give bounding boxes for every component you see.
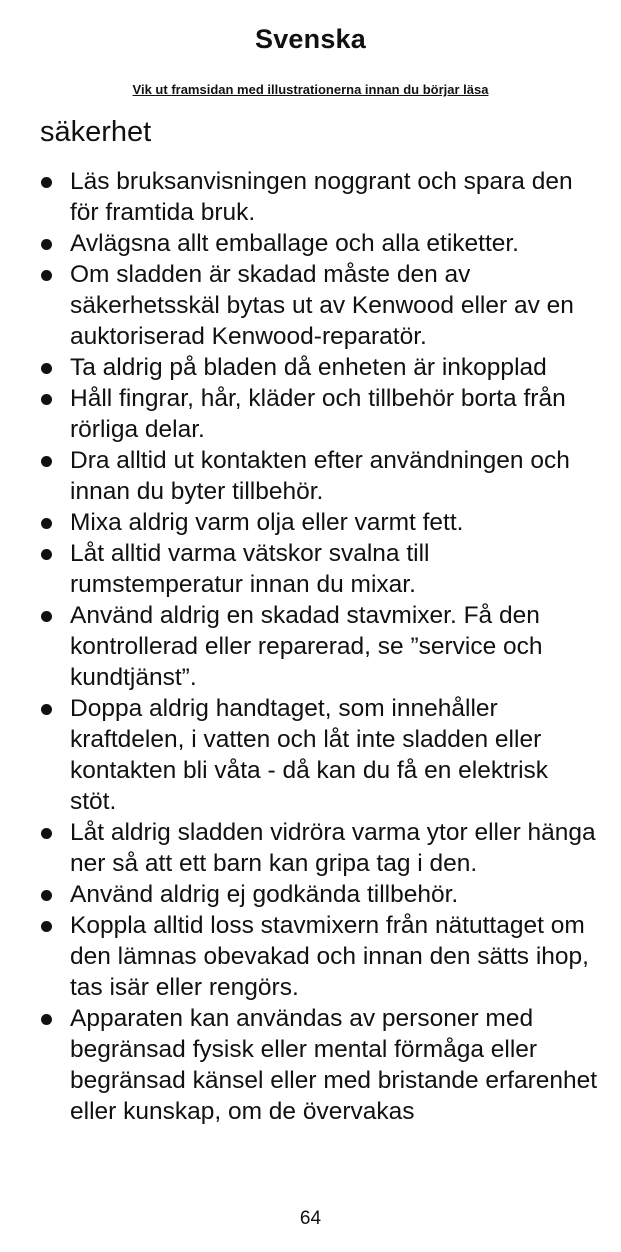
bullet-icon bbox=[41, 828, 52, 839]
list-item bbox=[40, 879, 600, 910]
bullet-icon bbox=[41, 611, 52, 622]
list-item-text: Mixa aldrig varm olja eller varmt fett. bbox=[70, 509, 464, 536]
bullet-icon bbox=[41, 456, 52, 467]
list-item bbox=[40, 600, 600, 693]
bullet-icon bbox=[41, 921, 52, 932]
bullet-icon bbox=[41, 177, 52, 188]
list-item-text: Avlägsna allt emballage och alla etiketter. bbox=[70, 230, 519, 257]
list-item-text: Använd aldrig en skadad stavmixer. Få den kontrollerad eller reparerad, se ”service och kundtjänst”. bbox=[70, 602, 543, 691]
list-item bbox=[40, 507, 600, 538]
list-item-text: Använd aldrig ej godkända tillbehör. bbox=[70, 881, 459, 908]
bullet-icon bbox=[41, 890, 52, 901]
bullet-icon bbox=[41, 239, 52, 250]
list-item-text: Koppla alltid loss stavmixern från nätuttaget om den lämnas obevakad och innan den sätts ihop, tas isär eller rengörs. bbox=[70, 912, 589, 1001]
list-item bbox=[40, 445, 600, 507]
list-item bbox=[40, 259, 600, 352]
list-item-text: Låt alltid varma vätskor svalna till rumstemperatur innan du mixar. bbox=[70, 540, 430, 598]
bullet-icon bbox=[41, 270, 52, 281]
list-item-text: Dra alltid ut kontakten efter användningen och innan du byter tillbehör. bbox=[70, 447, 570, 505]
list-item bbox=[40, 166, 600, 228]
list-item-text: Ta aldrig på bladen då enheten är inkopplad bbox=[70, 354, 547, 381]
list-item bbox=[40, 228, 600, 259]
list-item bbox=[40, 383, 600, 445]
page-number: 64 bbox=[299, 1208, 322, 1229]
page-title: Svenska bbox=[255, 24, 366, 54]
list-item-text: Läs bruksanvisningen noggrant och spara den för framtida bruk. bbox=[70, 168, 573, 226]
bullet-icon bbox=[41, 363, 52, 374]
list-item-text: Håll fingrar, hår, kläder och tillbehör borta från rörliga delar. bbox=[70, 385, 566, 443]
fold-out-instruction: Vik ut framsidan med illustrationerna innan du börjar läsa bbox=[132, 82, 489, 97]
list-item bbox=[40, 1003, 600, 1127]
safety-list bbox=[40, 166, 600, 1127]
bullet-icon bbox=[41, 518, 52, 529]
list-item-text: Om sladden är skadad måste den av säkerhetsskäl bytas ut av Kenwood eller av en auktoriserad Kenwood-reparatör. bbox=[70, 261, 574, 350]
list-item-text: Låt aldrig sladden vidröra varma ytor eller hänga ner så att ett barn kan gripa tag i den. bbox=[70, 819, 596, 877]
list-item-text: Doppa aldrig handtaget, som innehåller kraftdelen, i vatten och låt inte sladden eller kontakten bli våta - då kan du få en elektrisk stöt. bbox=[70, 695, 549, 815]
list-item bbox=[40, 538, 600, 600]
section-heading-safety: säkerhet bbox=[40, 116, 152, 148]
list-item bbox=[40, 910, 600, 1003]
list-item-text: Apparaten kan användas av personer med begränsad fysisk eller mental förmåga eller begränsad känsel eller med bristande erfarenhet eller kunskap, om de övervakas bbox=[70, 1005, 598, 1125]
bullet-icon bbox=[41, 704, 52, 715]
bullet-icon bbox=[41, 1014, 52, 1025]
list-item bbox=[40, 817, 600, 879]
bullet-icon bbox=[41, 394, 52, 405]
list-item bbox=[40, 352, 600, 383]
list-item bbox=[40, 693, 600, 817]
bullet-icon bbox=[41, 549, 52, 560]
